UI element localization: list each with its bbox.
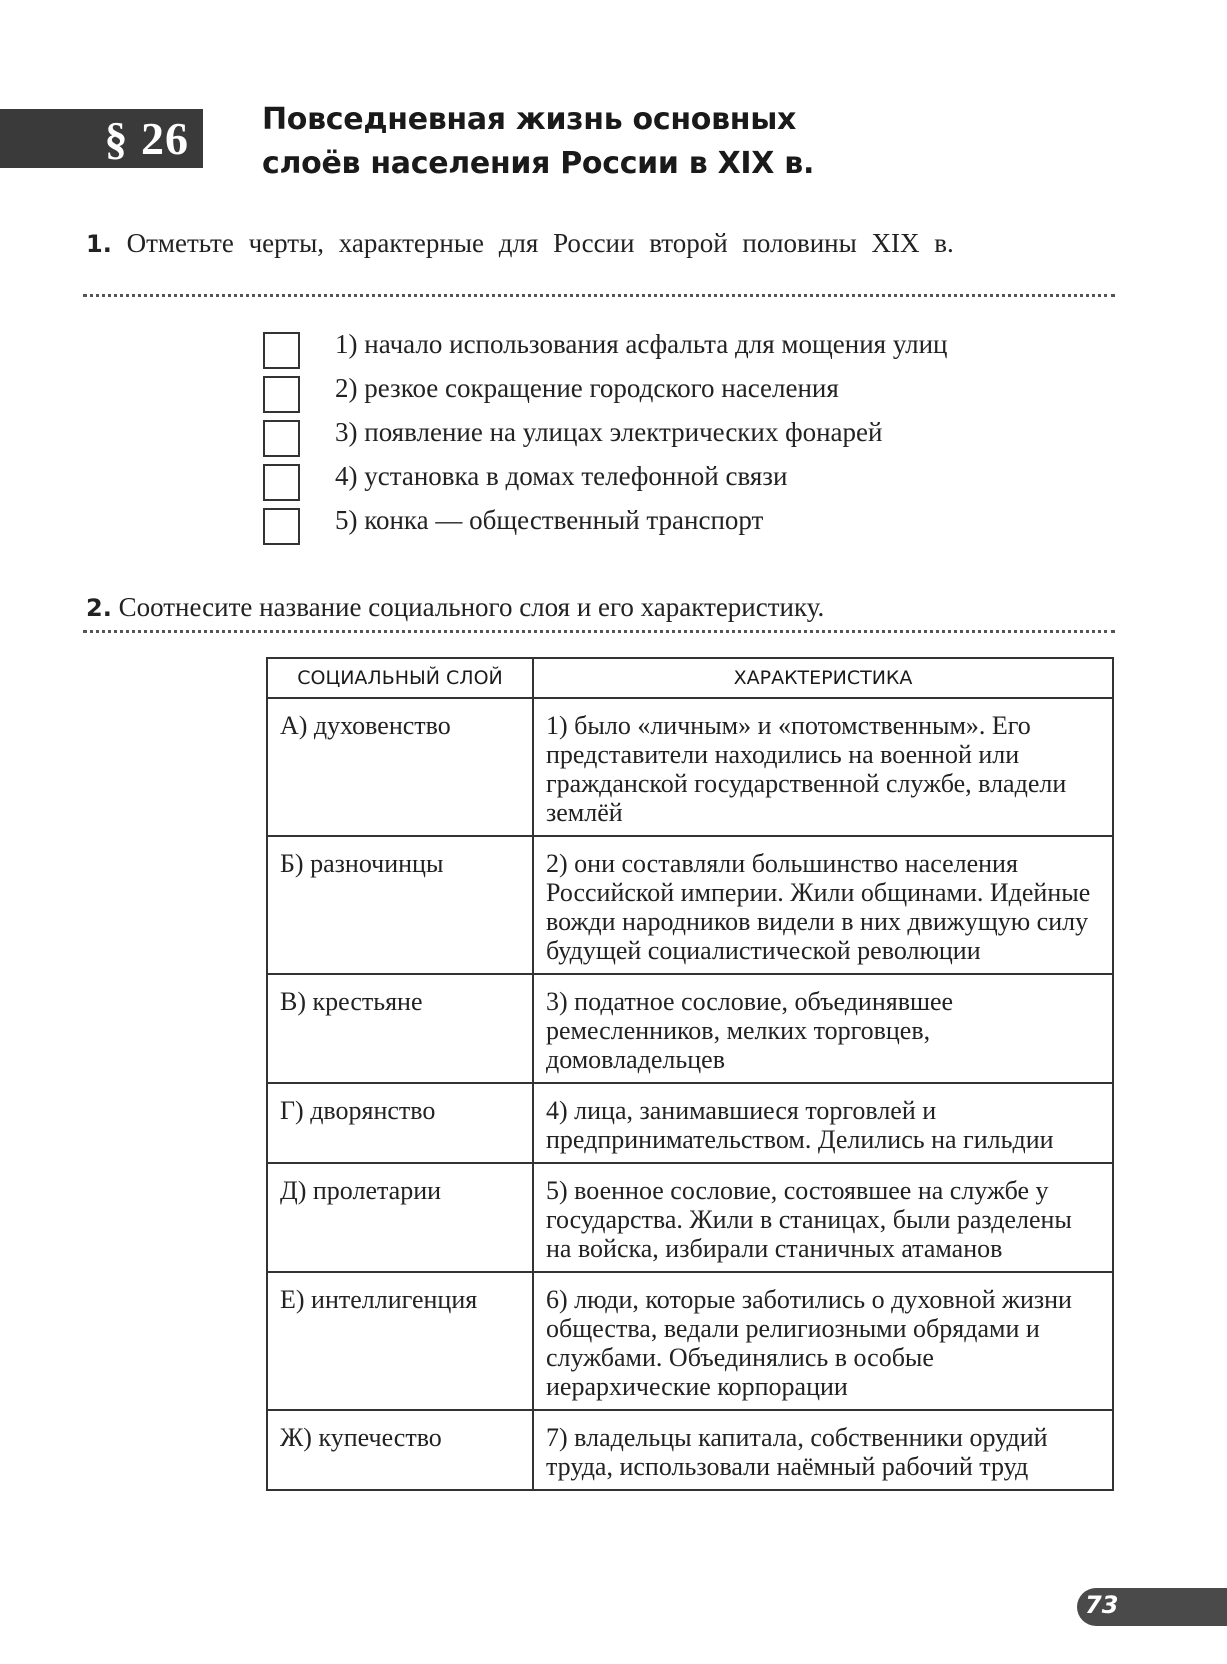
option-checkbox[interactable]	[263, 420, 300, 457]
table-row	[267, 698, 1113, 836]
social-layer-cell: Е) интеллигенция	[267, 1272, 533, 1410]
task-2-title	[86, 592, 824, 623]
option-label: 5) конка — общественный транспорт	[335, 505, 764, 535]
table-row	[267, 1163, 1113, 1272]
social-layer-cell: В) крестьяне	[267, 974, 533, 1083]
option-checkbox[interactable]	[263, 332, 300, 369]
table-row	[267, 836, 1113, 974]
section-number: § 26	[104, 113, 189, 164]
table-row	[267, 1083, 1113, 1163]
characteristic-cell: 6) люди, которые заботились о духовной жизни общества, ведали религиозными обрядами и службами. Объединялись в особые иерархические корпорации	[533, 1272, 1113, 1410]
option-label: 1) начало использования асфальта для мощения улиц	[335, 329, 948, 359]
social-layer-cell: Д) пролетарии	[267, 1163, 533, 1272]
characteristic-cell: 2) они составляли большинство населения Российской империи. Жили общинами. Идейные вожди народников видели в них движущую силу будущей социалистической революции	[533, 836, 1113, 974]
section-badge	[0, 109, 203, 168]
answer-dotted-line	[83, 294, 1115, 297]
characteristic-cell: 3) податное сословие, объединявшее ремесленников, мелких торговцев, домовладельцев	[533, 974, 1113, 1083]
table-row	[267, 1410, 1113, 1490]
option-label: 2) резкое сокращение городского населения	[335, 373, 839, 403]
column-header-social-layer: СОЦИАЛЬНЫЙ СЛОЙ	[267, 658, 533, 698]
option-label: 4) установка в домах телефонной связи	[335, 461, 788, 491]
characteristic-cell: 7) владельцы капитала, собственники орудий труда, использовали наёмный рабочий труд	[533, 1410, 1113, 1490]
social-layer-cell: А) духовенство	[267, 698, 533, 836]
answer-dotted-line	[83, 630, 1115, 633]
page-number-tab	[1077, 1588, 1227, 1626]
characteristic-cell: 1) было «личным» и «потомственным». Его представители находились на военной или гражданской государственной службе, владели землёй	[533, 698, 1113, 836]
matching-table	[266, 657, 1114, 1491]
characteristic-cell: 5) военное сословие, состоявшее на службе у государства. Жили в станицах, были разделены на войска, избирали станичных атаманов	[533, 1163, 1113, 1272]
option-checkbox[interactable]	[263, 464, 300, 501]
social-layer-cell: Г) дворянство	[267, 1083, 533, 1163]
table-row	[267, 1272, 1113, 1410]
task-2-number: 2.	[86, 594, 112, 622]
task-1-prompt: Отметьте черты, характерные для России второй половины XIX в.	[126, 228, 954, 258]
task-2-prompt: Соотнесите название социального слоя и его характеристику.	[118, 592, 825, 622]
option-checkbox[interactable]	[263, 376, 300, 413]
social-layer-cell: Б) разночинцы	[267, 836, 533, 974]
option-label: 3) появление на улицах электрических фонарей	[335, 417, 883, 447]
table-header-row	[267, 658, 1113, 698]
task-1-number: 1.	[86, 230, 112, 258]
characteristic-cell: 4) лица, занимавшиеся торговлей и предпринимательством. Делились на гильдии	[533, 1083, 1113, 1163]
page-title-line-1: Повседневная жизнь основных	[262, 102, 797, 137]
social-layer-cell: Ж) купечество	[267, 1410, 533, 1490]
column-header-characteristic: ХАРАКТЕРИСТИКА	[533, 658, 1113, 698]
page-title-line-2: слоёв населения России в XIX в.	[262, 146, 815, 181]
option-checkbox[interactable]	[263, 508, 300, 545]
page-number: 73	[1085, 1591, 1119, 1619]
task-1-title	[86, 228, 956, 259]
table-row	[267, 974, 1113, 1083]
page-title	[262, 98, 1062, 186]
